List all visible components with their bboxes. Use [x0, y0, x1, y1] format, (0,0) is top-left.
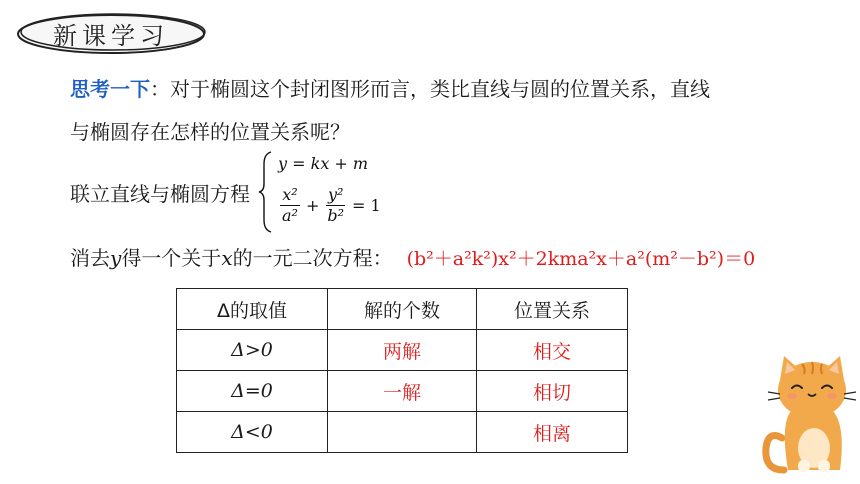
delta-cell: Δ=0 — [177, 371, 328, 412]
ellipse-rhs: = 1 — [352, 195, 381, 215]
relation-cell: 相切 — [477, 371, 628, 412]
table-row — [177, 330, 628, 371]
intro-emphasis: 思考一下 — [70, 77, 150, 101]
header-count: 解的个数 — [328, 289, 477, 330]
elim-var-x: x — [221, 246, 233, 270]
delta-cell: Δ>0 — [177, 330, 328, 371]
elim-var-y: y — [110, 246, 122, 270]
system-equations — [278, 151, 381, 233]
intro-text-line1: ：对于椭圆这个封闭图形而言，类比直线与圆的位置关系，直线 — [150, 77, 710, 101]
elim-prefix: 消去 — [70, 246, 110, 270]
quadratic-equation: (b²＋a²k²)x²＋2kma²x＋a²(m²－b²)＝0 — [406, 248, 756, 270]
count-cell — [328, 412, 477, 453]
line-equation: y = kx + m — [278, 154, 369, 173]
table-row — [177, 412, 628, 453]
count-cell: 两解 — [328, 330, 477, 371]
left-brace — [258, 150, 274, 234]
elim-suffix: 的一元二次方程： — [232, 246, 393, 270]
x-fraction — [280, 185, 300, 226]
plus-sign: + — [305, 195, 320, 215]
relation-cell: 相离 — [477, 412, 628, 453]
system-label: 联立直线与椭圆方程 — [70, 181, 250, 206]
table-row — [177, 371, 628, 412]
y-numerator: y² — [327, 184, 344, 204]
y-denominator: b² — [327, 205, 345, 225]
intro-paragraph — [70, 68, 830, 154]
header-delta: Δ的取值 — [177, 289, 328, 330]
ellipse-equation — [278, 177, 381, 233]
cat-icon — [762, 352, 858, 480]
header-relation: 位置关系 — [477, 289, 628, 330]
badge-label: 新课学习 — [53, 21, 169, 50]
count-cell: 一解 — [328, 371, 477, 412]
equation-system — [70, 150, 381, 234]
table-header-row — [177, 289, 628, 330]
x-denominator: a² — [282, 205, 298, 225]
delta-cell: Δ<0 — [177, 412, 328, 453]
relation-cell: 相交 — [477, 330, 628, 371]
section-badge — [14, 10, 208, 56]
y-fraction — [325, 185, 346, 226]
discriminant-table — [176, 288, 628, 453]
elimination-line — [70, 238, 755, 279]
intro-text-line2: 与椭圆存在怎样的位置关系呢？ — [70, 120, 350, 144]
elim-middle: 得一个关于 — [121, 246, 222, 270]
x-numerator: x² — [282, 184, 298, 204]
